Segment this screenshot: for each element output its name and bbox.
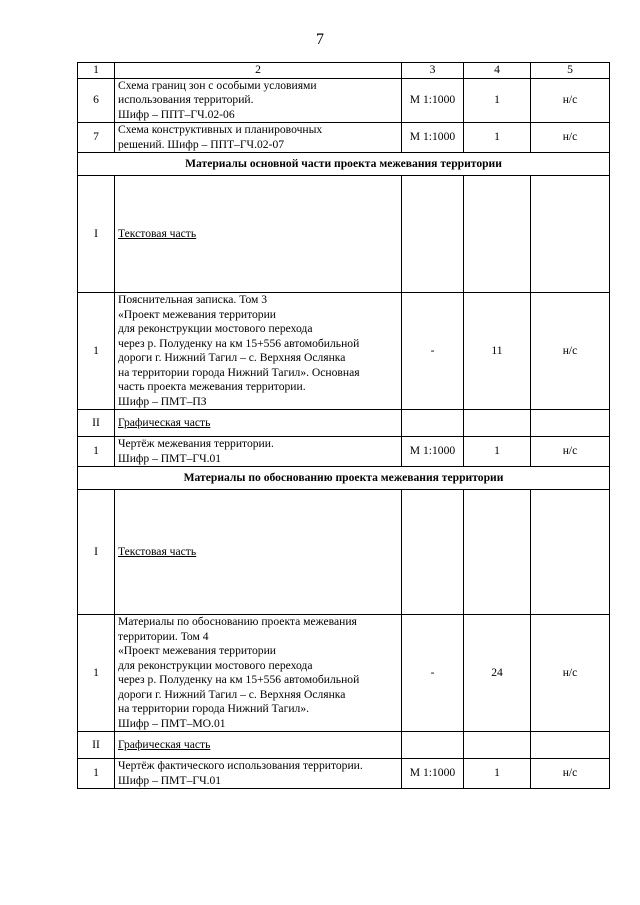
- row-number: 1: [78, 759, 115, 789]
- scale-cell: -: [402, 615, 464, 732]
- section-title: Материалы по обоснованию проекта межевания территории: [78, 467, 610, 490]
- scale-cell: М 1:1000: [402, 123, 464, 153]
- column-number: 2: [115, 63, 402, 79]
- row-number: II: [78, 410, 115, 437]
- subsection-title: [115, 410, 402, 437]
- document-description: Материалы по обоснованию проекта межевания территории. Том 4 «Проект межевания территории для реконструкции мостового перехода через р. Полуденку на км 15+556 автомобильной дороги г. Нижний Тагил – с. Верхняя Ослянка на территории города Нижний Тагил». Шифр – ПМТ–МО.01: [115, 615, 402, 732]
- subsection-title: [115, 732, 402, 759]
- stamp-cell: н/с: [531, 293, 610, 410]
- scale-cell: М 1:1000: [402, 78, 464, 123]
- sheets-cell: [464, 732, 531, 759]
- section-header-row: [78, 467, 610, 490]
- column-number: 5: [531, 63, 610, 79]
- table-row: [78, 78, 610, 123]
- sheets-cell: 1: [464, 123, 531, 153]
- subsection-row: [78, 410, 610, 437]
- table-row: [78, 437, 610, 467]
- scale-cell: М 1:1000: [402, 437, 464, 467]
- document-description: Схема конструктивных и планировочных решений. Шифр – ППТ–ГЧ.02-07: [115, 123, 402, 153]
- row-number: I: [78, 490, 115, 615]
- sheets-cell: [464, 410, 531, 437]
- stamp-cell: н/с: [531, 123, 610, 153]
- document-description: Пояснительная записка. Том 3 «Проект межевания территории для реконструкции мостового перехода через р. Полуденку на км 15+556 автомобильной дороги г. Нижний Тагил – с. Верхняя Ослянка на территории города Нижний Тагил». Основная часть проекта межевания территории. Шифр – ПМТ–ПЗ: [115, 293, 402, 410]
- subsection-title-text: Графическая часть: [118, 737, 211, 751]
- column-number-row: [78, 63, 610, 79]
- scale-cell: -: [402, 293, 464, 410]
- document-description: Схема границ зон с особыми условиями использования территорий. Шифр – ППТ–ГЧ.02-06: [115, 78, 402, 123]
- table-row: [78, 293, 610, 410]
- stamp-cell: [531, 490, 610, 615]
- stamp-cell: н/с: [531, 437, 610, 467]
- subsection-title-text: Текстовая часть: [118, 544, 197, 558]
- row-number: I: [78, 176, 115, 293]
- row-number: 1: [78, 293, 115, 410]
- document-description: Чертёж фактического использования территории. Шифр – ПМТ–ГЧ.01: [115, 759, 402, 789]
- sheets-cell: 1: [464, 437, 531, 467]
- stamp-cell: [531, 410, 610, 437]
- stamp-cell: н/с: [531, 78, 610, 123]
- subsection-title-text: Текстовая часть: [118, 226, 197, 240]
- subsection-title: [115, 176, 402, 293]
- stamp-cell: [531, 732, 610, 759]
- subsection-title-text: Графическая часть: [118, 415, 211, 429]
- sheets-cell: 24: [464, 615, 531, 732]
- stamp-cell: [531, 176, 610, 293]
- subsection-row: [78, 176, 610, 293]
- sheets-cell: 1: [464, 78, 531, 123]
- scale-cell: [402, 490, 464, 615]
- page-number: 7: [316, 31, 324, 48]
- row-number: 1: [78, 615, 115, 732]
- table-body: [78, 63, 610, 789]
- column-number: 4: [464, 63, 531, 79]
- scale-cell: М 1:1000: [402, 759, 464, 789]
- row-number: 1: [78, 437, 115, 467]
- table-row: [78, 123, 610, 153]
- subsection-row: [78, 732, 610, 759]
- scale-cell: [402, 410, 464, 437]
- row-number: 6: [78, 78, 115, 123]
- scale-cell: [402, 732, 464, 759]
- row-number: II: [78, 732, 115, 759]
- table-row: [78, 615, 610, 732]
- row-number: 7: [78, 123, 115, 153]
- sheets-cell: 11: [464, 293, 531, 410]
- scale-cell: [402, 176, 464, 293]
- section-header-row: [78, 153, 610, 176]
- table-row: [78, 759, 610, 789]
- document-description: Чертёж межевания территории. Шифр – ПМТ–ГЧ.01: [115, 437, 402, 467]
- subsection-title: [115, 490, 402, 615]
- column-number: 3: [402, 63, 464, 79]
- section-title: Материалы основной части проекта межевания территории: [78, 153, 610, 176]
- sheets-cell: [464, 176, 531, 293]
- column-number: 1: [78, 63, 115, 79]
- stamp-cell: н/с: [531, 759, 610, 789]
- documents-table: [77, 62, 610, 789]
- sheets-cell: 1: [464, 759, 531, 789]
- sheets-cell: [464, 490, 531, 615]
- subsection-row: [78, 490, 610, 615]
- stamp-cell: н/с: [531, 615, 610, 732]
